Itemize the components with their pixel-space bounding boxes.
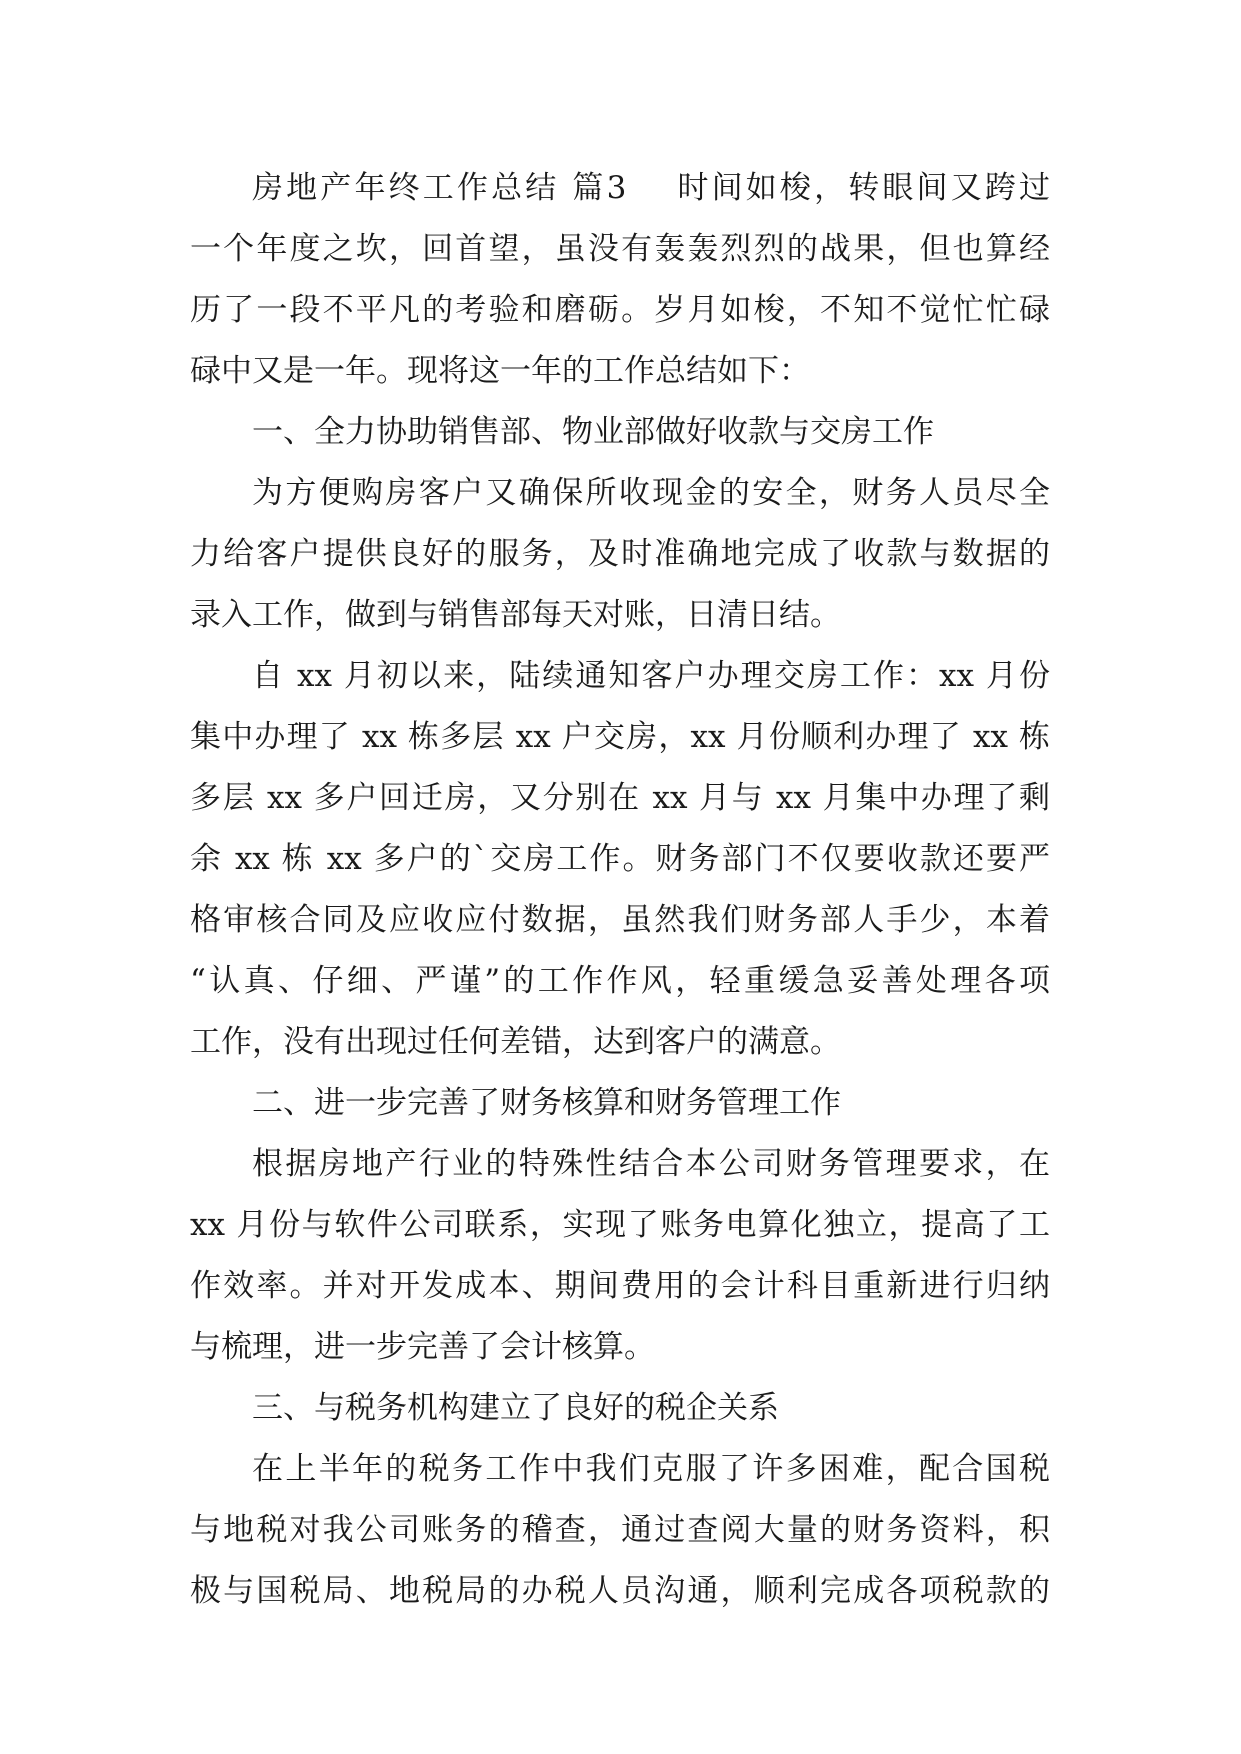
text-line: 与梳理，进一步完善了会计核算。: [190, 1329, 655, 1365]
text-line: 多层 xx 多户回迁房，又分别在 xx 月与 xx 月集中办理了剩: [190, 780, 1050, 816]
title-line: [190, 158, 1050, 219]
text-line: 碌中又是一年。现将这一年的工作总结如下：: [190, 353, 810, 389]
text-line: 极与国税局、地税局的办税人员沟通，顺利完成各项税款的: [190, 1573, 1050, 1609]
section-heading: 一、全力协助销售部、物业部做好收款与交房工作: [252, 414, 934, 450]
section-heading: 三、与税务机构建立了良好的税企关系: [252, 1390, 779, 1426]
document-title: 房地产年终工作总结 篇3: [252, 170, 627, 206]
text-line: 集中办理了 xx 栋多层 xx 户交房，xx 月份顺利办理了 xx 栋: [190, 719, 1050, 755]
text-line: 一个年度之坎，回首望，虽没有轰轰烈烈的战果，但也算经: [190, 231, 1050, 267]
text-line: 格审核合同及应收应付数据，虽然我们财务部人手少，本着: [190, 902, 1050, 938]
text-line: 在上半年的税务工作中我们克服了许多困难，配合国税: [252, 1451, 1050, 1487]
text-line: 录入工作，做到与销售部每天对账，日清日结。: [190, 597, 841, 633]
text-line: 作效率。并对开发成本、期间费用的会计科目重新进行归纳: [190, 1268, 1050, 1304]
document-body: [190, 158, 1050, 1622]
text-line: 时间如梭，转眼间又跨过: [674, 170, 1051, 206]
text-line: 余 xx 栋 xx 多户的`交房工作。财务部门不仅要收款还要严: [190, 841, 1050, 877]
section-heading: 二、进一步完善了财务核算和财务管理工作: [252, 1085, 841, 1121]
text-line: 与地税对我公司账务的稽查，通过查阅大量的财务资料，积: [190, 1512, 1050, 1548]
text-line: 为方便购房客户又确保所收现金的安全，财务人员尽全: [252, 475, 1050, 511]
text-line: 历了一段不平凡的考验和磨砺。岁月如梭，不知不觉忙忙碌: [190, 292, 1050, 328]
text-line: 根据房地产行业的特殊性结合本公司财务管理要求，在: [252, 1146, 1050, 1182]
text-line: “认真、仔细、严谨”的工作作风，轻重缓急妥善处理各项: [190, 963, 1050, 999]
text-line: 工作，没有出现过任何差错，达到客户的满意。: [190, 1024, 841, 1060]
text-line: xx 月份与软件公司联系，实现了账务电算化独立，提高了工: [190, 1207, 1050, 1243]
text-line: 自 xx 月初以来，陆续通知客户办理交房工作：xx 月份: [252, 658, 1050, 694]
text-line: 力给客户提供良好的服务，及时准确地完成了收款与数据的: [190, 536, 1050, 572]
